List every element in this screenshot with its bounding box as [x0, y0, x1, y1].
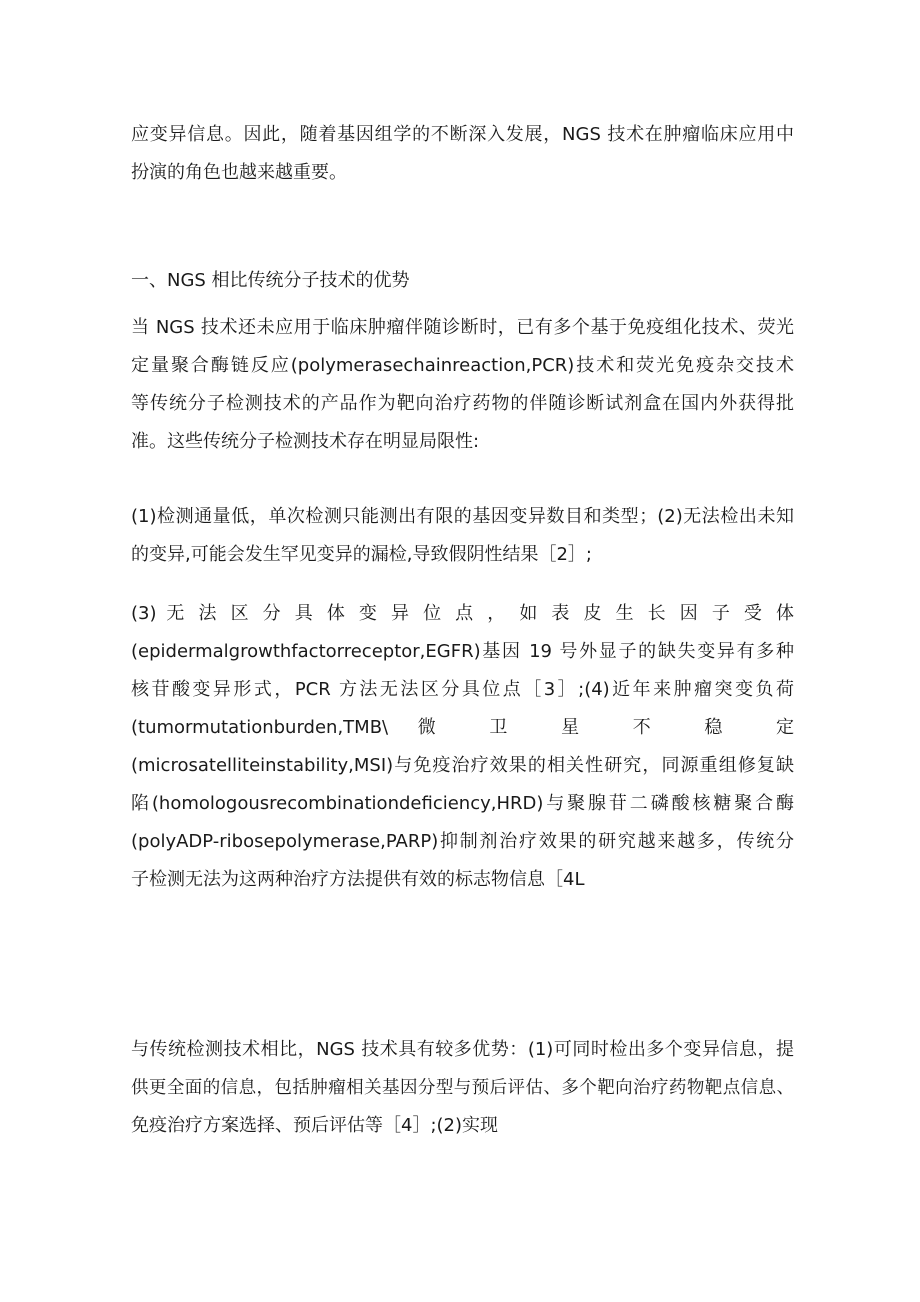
text-line: 扮演的角色也越来越重要。: [131, 162, 347, 183]
background-paragraph: [131, 309, 794, 461]
text-line: 供更全面的信息，包括肿瘤相关基因分型与预后评估、多个靶向治疗药物靶点信息、: [131, 1078, 794, 1098]
intro-paragraph: [131, 116, 794, 192]
text-line: 当 NGS 技术还未应用于临床肿瘤伴随诊断时，已有多个基于免疫组化技术、荧光: [131, 317, 794, 338]
text-line: 准。这些传统分子检测技术存在明显局限性:: [131, 431, 480, 452]
text-line: 等传统分子检测技术的产品作为靶向治疗药物的伴随诊断试剂盒在国内外获得批: [131, 393, 794, 414]
text-line: 子检测无法为这两种治疗方法提供有效的标志物信息［4L: [131, 869, 585, 890]
text-line: (1)检测通量低，单次检测只能测出有限的基因变异数目和类型；(2)无法检出未知: [131, 506, 794, 527]
text-line: (epidermalgrowthfactorreceptor,EGFR)基因 19 号外显子的缺失变异有多种: [131, 641, 794, 662]
section-heading-text: 一、NGS 相比传统分子技术的优势: [131, 270, 410, 291]
text-line: 免疫治疗方案选择、预后评估等［4］;(2)实现: [131, 1115, 499, 1136]
section-heading: [131, 262, 794, 300]
text-line: (microsatelliteinstability,MSI)与免疫治疗效果的相关性研究，同源重组修复缺: [131, 755, 794, 776]
text-line: 与传统检测技术相比，NGS 技术具有较多优势：(1)可同时检出多个变异信息，提: [131, 1039, 794, 1060]
limitations-paragraph-1: [131, 498, 794, 574]
text-line: 定量聚合酶链反应(polymerasechainreaction,PCR)技术和荧光免疫杂交技术: [131, 355, 794, 376]
text-line: (3) 无 法 区 分 具 体 变 异 位 点 ， 如 表 皮 生 长 因 子 受 体: [131, 603, 794, 624]
text-line: 的变异,可能会发生罕见变异的漏检,导致假阴性结果［2］;: [131, 544, 592, 565]
limitations-paragraph-2: [131, 595, 794, 899]
advantages-paragraph: [131, 1031, 794, 1145]
text-line: (tumormutationburden,TMB\ 微 卫 星 不 稳 定: [131, 717, 794, 738]
text-line: 应变异信息。因此，随着基因组学的不断深入发展，NGS 技术在肿瘤临床应用中: [131, 124, 794, 145]
text-line: (polyADP-ribosepolymerase,PARP)抑制剂治疗效果的研究越来越多，传统分: [131, 831, 794, 852]
text-line: 陷(homologousrecombinationdeficiency,HRD)与聚腺苷二磷酸核糖聚合酶: [131, 793, 794, 814]
text-line: 核苷酸变异形式，PCR 方法无法区分具位点［3］;(4)近年来肿瘤突变负荷: [131, 679, 794, 700]
